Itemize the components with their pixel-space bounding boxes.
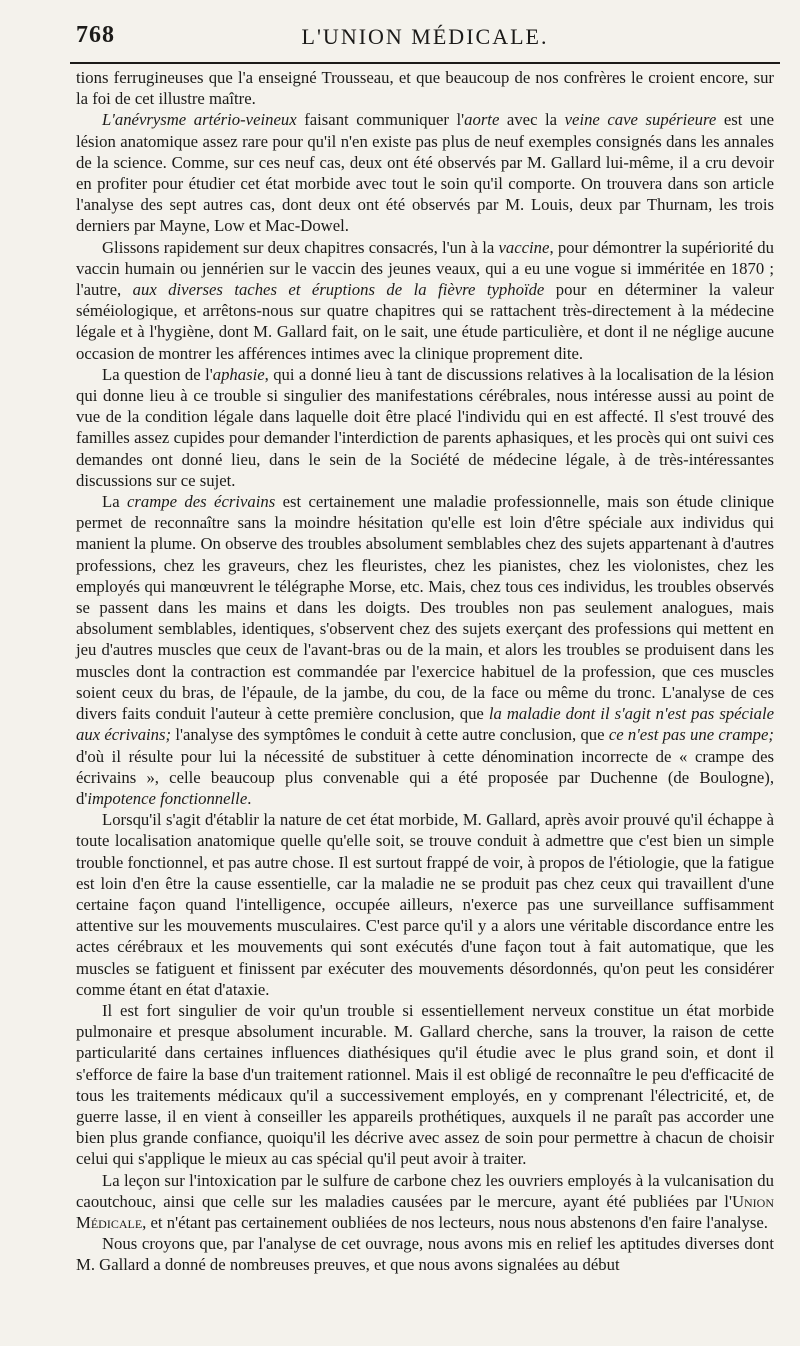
text-run: avec la — [499, 110, 565, 130]
italic-text: aphasie — [212, 364, 265, 384]
text-run: Union Médicale — [76, 1191, 774, 1232]
page-number: 768 — [76, 22, 115, 48]
italic-text: impotence fonctionnelle — [87, 788, 248, 808]
text-run: , pour démontrer la supériorité du vaccin humain ou jennérien sur le vaccin des jeunes veaux, qui a eu une vogue si imméritée en 1870 ; l'autre, — [76, 237, 774, 300]
italic-text: aorte — [464, 110, 500, 130]
italic-text: veine cave supérieure — [564, 110, 717, 130]
paragraph — [76, 491, 774, 809]
text-run: Lorsqu'il s'agit d'établir la nature de cet état morbide, M. Gallard, après avoir prouvé qu'il échappe à toute localisation anatomique quelle qu'elle soit, se trouve conduit à admettre que c'est bien un simple trouble fonctionnel, et pas autre chose. Il est surtout frappé de voir, à propos de l'étiologie, que la fatigue est loin d'en être la cause essentielle, car la maladie ne se produit pas chez ceux qui travaillent d'une certaine façon quand l'intelligence, occupée ailleurs, n'exerce pas une surveillance suffisamment attentive sur les mouvements musculaires. C'est parce qu'il y a alors une véritable discordance entre les actes cérébraux et les mouvements qui sont exécutés d'une façon tout à fait automatique, que les muscles se fatiguent et finissent par exécuter des mouvements désordonnés, qu'on peut les considérer comme étant en état d'ataxie. — [76, 810, 774, 999]
text-run: est une lésion anatomique assez rare pour qu'il n'en existe pas plus de neuf exemples consignés dans les annales de la science. Comme, sur ces neuf cas, deux ont été observés par M. Gallard lui-même, il a cru devoir en profiter pour étudier cet état morbide avec tout le soin qu'il comporte. On trouvera dans son article l'analyse des sept autres cas, dont deux ont été observés par M. Louis, deux par Thurnam, les trois derniers par Mayne, Low et Mac-Dowel. — [76, 110, 775, 236]
paragraph — [76, 109, 774, 236]
text-run: , qui a donné lieu à tant de discussions relatives à la localisation de la lésion qui donne lieu à ce trouble si singulier des manifestations cérébrales, nous intéresse aussi au point de vue de la condition légale dans laquelle doit être placé l'individu qui en est affecté. Il s'est trouvé des familles assez cupides pour demander l'interdiction de parents aphasiques, et les procès qui ont suivi ces demandes ont donné lieu, dans le sein de la Société de médecine légale, à de très-intéressantes discussions sur ce sujet. — [76, 364, 774, 490]
paragraph — [76, 364, 774, 491]
text-run: Nous croyons que, par l'analyse de cet ouvrage, nous avons mis en relief les aptitudes diverses dont M. Gallard a donné de nombreuses preuves, et que nous avons signalées au début — [76, 1234, 774, 1275]
italic-text: anévrysme artério-veineux — [114, 110, 297, 130]
text-run: La leçon sur l'intoxication par le sulfure de carbone chez les ouvriers employés à la vulcanisation du caoutchouc, ainsi que celle sur les maladies causées par le mercure, ayant été publiées par l' — [76, 1170, 774, 1211]
italic-text: ce n'est pas une crampe; — [608, 725, 774, 745]
italic-text: L' — [102, 110, 115, 130]
paragraph — [76, 1000, 774, 1170]
text-run: . — [247, 788, 252, 808]
page-header — [76, 22, 774, 62]
text-run: Glissons rapidement sur deux chapitres consacrés, l'un à la — [102, 237, 499, 257]
italic-text: aux diverses taches et éruptions de la fièvre typhoïde — [132, 280, 545, 300]
text-run: l'analyse des symptômes le conduit à cette autre conclusion, que — [171, 725, 609, 745]
article-body — [76, 67, 774, 1276]
italic-text: la maladie dont il s'agit n'est pas spéciale aux écrivains; — [76, 704, 774, 745]
text-run: , et n'étant pas certainement oubliées de nos lecteurs, nous nous abstenons d'en faire l'analyse. — [142, 1212, 768, 1232]
text-run: est certainement une maladie professionnelle, mais son étude clinique permet de reconnaître sans la moindre hésitation qu'elle est loin d'être spéciale aux individus qui manient la plume. On observe des troubles absolument semblables chez des sujets appartenant à d'autres professions, chez les graveurs, chez les fleuristes, chez les pianistes, chez les violonistes, chez les employés qui manœuvrent le télégraphe Morse, etc. Mais, chez tous ces individus, les troubles observés se passent dans les mains et dans les doigts. Des troubles non pas seulement analogues, mais absolument semblables, identiques, s'observent chez des sujets exerçant des professions qui mettent en jeu d'autres muscles que ceux de l'avant-bras ou de la main, et alors les troubles se produisent dans les muscles dont la contraction est commandée par l'exercice habituel de la profession, que ces muscles soient ceux du bras, de l'épaule, de la jambe, du cou, de la face ou même du tronc. L'analyse de ces divers faits conduit l'auteur à cette première conclusion, que — [76, 492, 774, 724]
paragraph — [76, 1233, 774, 1275]
paragraph — [76, 809, 774, 1000]
text-run: La — [102, 492, 127, 512]
paragraph — [76, 1170, 774, 1234]
journal-title: L'UNION MÉDICALE. — [301, 24, 549, 49]
paragraph — [76, 237, 774, 364]
italic-text: vaccine — [498, 237, 550, 257]
text-run: d'où il résulte pour lui la nécessité de substituer à cette dénomination incorrecte de « crampe des écrivains », celle beaucoup plus convenable qui a été proposée par Duchenne (de Boulogne), d' — [76, 746, 774, 808]
text-run: La question de l' — [102, 364, 213, 384]
paragraph — [76, 67, 774, 109]
text-run: faisant communiquer l' — [296, 110, 465, 130]
italic-text: crampe des écrivains — [126, 492, 276, 512]
header-rule — [70, 62, 780, 64]
text-run: pour en déterminer la valeur séméiologique, et arrêtons-nous sur quatre chapitres qui se rattachent très-directement à la médecine légale et à l'hygiène, dont M. Gallard fait, on le sait, une étude particulière, et dont il ne néglige aucune occasion de montrer les afférences intimes avec la clinique proprement dite. — [76, 280, 774, 363]
text-run: tions ferrugineuses que l'a enseigné Trousseau, et que beaucoup de nos confrères le croient encore, sur la foi de cet illustre maître. — [76, 68, 774, 109]
text-run: Il est fort singulier de voir qu'un trouble si essentiellement nerveux constitue un état morbide pulmonaire et presque absolument incurable. M. Gallard cherche, sans la trouver, la raison de cette particularité dans certaines influences diathésiques qu'il étudie avec le plus grand soin, et dont il s'efforce de faire la base d'un traitement rationnel. Mais il est obligé de reconnaître le peu d'efficacité de tous les traitements médicaux qu'il a successivement employés, en y comprenant l'électricité, et, de guerre lasse, il en vient à conseiller les appareils prothétiques, auxquels il ne paraît pas accorder une bien plus grande confiance, quoiqu'il les décrive avec assez de soin pour permettre à chacun de choisir celui qui s'applique le mieux au cas spécial qu'il peut avoir à traiter. — [76, 1000, 774, 1169]
